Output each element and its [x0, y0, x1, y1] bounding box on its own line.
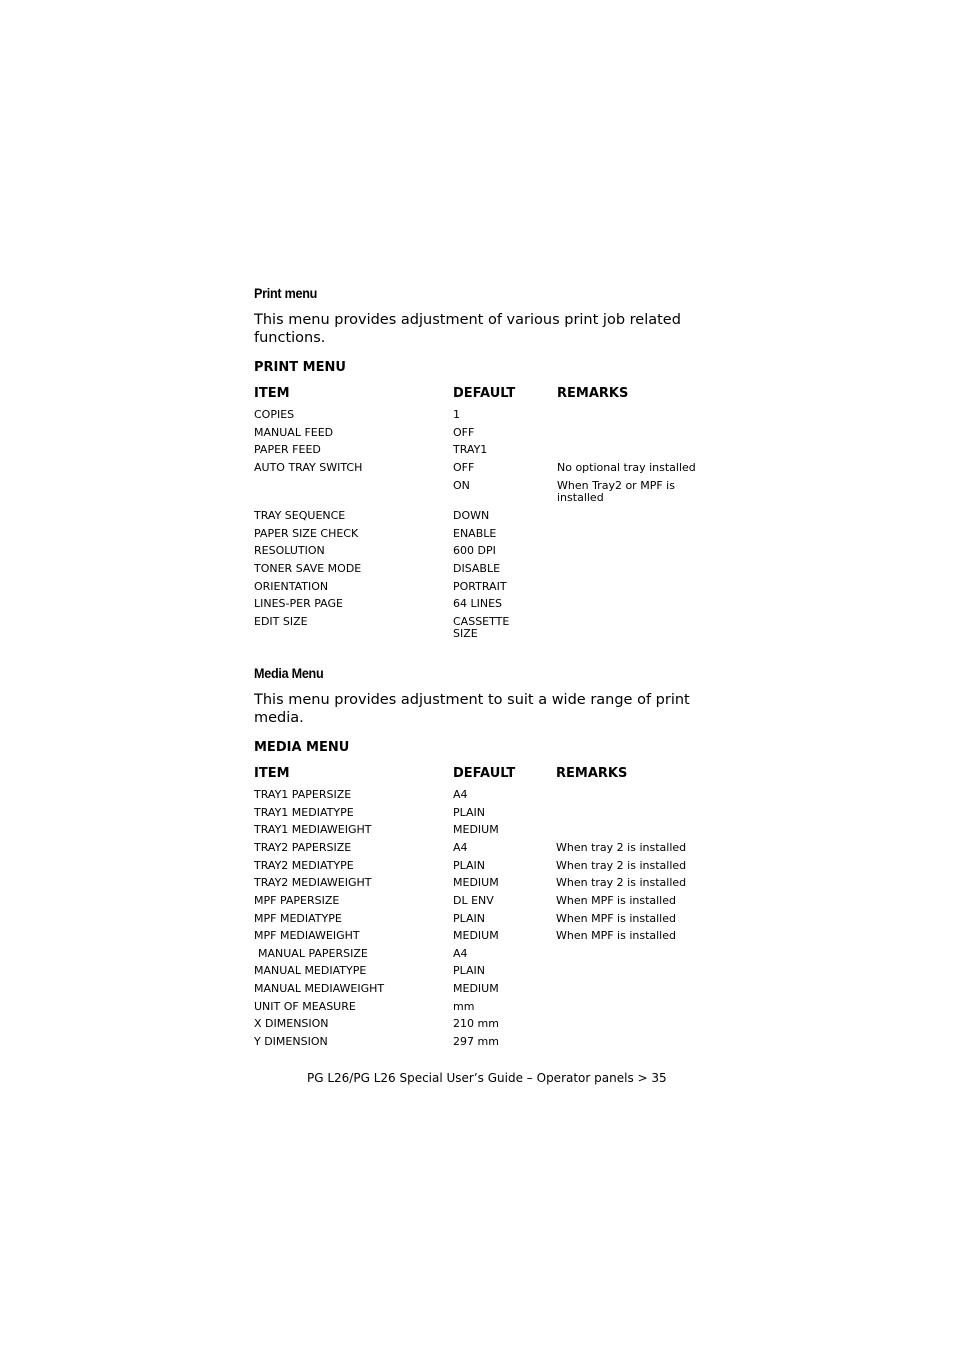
print-menu-heading: Print menu: [254, 285, 318, 301]
print-row-default: OFF: [453, 461, 475, 474]
media-row-item: MPF MEDIATYPE: [254, 912, 342, 925]
print-col-item-header: ITEM: [254, 386, 290, 401]
media-row-item: TRAY1 MEDIAWEIGHT: [254, 823, 372, 836]
print-row-item: TONER SAVE MODE: [254, 562, 362, 575]
print-row-item: RESOLUTION: [254, 544, 325, 557]
print-row-default: DISABLE: [453, 562, 501, 575]
media-row-item: MANUAL MEDIAWEIGHT: [254, 982, 385, 995]
media-row-default: 210 mm: [453, 1017, 499, 1030]
media-col-item-header: ITEM: [254, 766, 290, 781]
media-row-remarks: When tray 2 is installed: [556, 841, 687, 854]
print-row-default: 1: [453, 408, 460, 421]
print-menu-table-title: PRINT MENU: [254, 360, 346, 375]
media-row-item: TRAY2 MEDIATYPE: [254, 859, 354, 872]
media-row-default: PLAIN: [453, 964, 486, 977]
print-row-default: PORTRAIT: [453, 580, 507, 593]
print-row-default: TRAY1: [453, 443, 488, 456]
media-col-remarks-header: REMARKS: [556, 766, 628, 781]
print-row-default: 64 LINES: [453, 597, 503, 610]
media-row-default: PLAIN: [453, 912, 486, 925]
media-row-item: Y DIMENSION: [254, 1035, 328, 1048]
media-row-item: MANUAL PAPERSIZE: [258, 947, 368, 960]
print-row-default: CASSETTE SIZE: [453, 615, 510, 640]
media-menu-table-title: MEDIA MENU: [254, 740, 350, 755]
media-row-item: X DIMENSION: [254, 1017, 329, 1030]
media-row-remarks: When MPF is installed: [556, 929, 676, 942]
media-row-item: TRAY1 MEDIATYPE: [254, 806, 354, 819]
print-row-item: TRAY SEQUENCE: [254, 509, 346, 522]
media-row-default: MEDIUM: [453, 929, 499, 942]
print-row-default: DOWN: [453, 509, 490, 522]
media-row-default: PLAIN: [453, 859, 486, 872]
print-row-default: ON: [453, 479, 470, 492]
print-row-item: EDIT SIZE: [254, 615, 308, 628]
media-row-item: MPF PAPERSIZE: [254, 894, 340, 907]
print-row-default: OFF: [453, 426, 475, 439]
print-row-item: AUTO TRAY SWITCH: [254, 461, 363, 474]
media-row-default: A4: [453, 947, 468, 960]
media-row-remarks: When tray 2 is installed: [556, 876, 687, 889]
media-row-default: A4: [453, 841, 468, 854]
media-row-item: TRAY2 MEDIAWEIGHT: [254, 876, 372, 889]
media-row-default: PLAIN: [453, 806, 486, 819]
print-row-item: MANUAL FEED: [254, 426, 334, 439]
media-row-default: MEDIUM: [453, 982, 499, 995]
media-row-item: TRAY2 PAPERSIZE: [254, 841, 352, 854]
media-row-item: TRAY1 PAPERSIZE: [254, 788, 352, 801]
print-row-item: ORIENTATION: [254, 580, 329, 593]
media-row-default: DL ENV: [453, 894, 494, 907]
media-row-item: UNIT OF MEASURE: [254, 1000, 356, 1013]
media-col-default-header: DEFAULT: [453, 766, 516, 781]
media-row-remarks: When MPF is installed: [556, 894, 676, 907]
media-row-default: A4: [453, 788, 468, 801]
print-row-default: ENABLE: [453, 527, 497, 540]
media-menu-heading: Media Menu: [254, 665, 324, 681]
media-row-default: mm: [453, 1000, 475, 1013]
print-col-remarks-header: REMARKS: [557, 386, 629, 401]
print-row-item: PAPER SIZE CHECK: [254, 527, 359, 540]
print-menu-intro: This menu provides adjustment of various print job related functions.: [254, 312, 681, 346]
page-footer: PG L26/PG L26 Special User’s Guide – Operator panels > 35: [307, 1071, 667, 1085]
print-row-remarks: When Tray2 or MPF is installed: [557, 479, 675, 504]
media-row-item: MANUAL MEDIATYPE: [254, 964, 367, 977]
print-row-item: PAPER FEED: [254, 443, 321, 456]
media-row-remarks: When tray 2 is installed: [556, 859, 687, 872]
media-row-remarks: When MPF is installed: [556, 912, 676, 925]
media-row-default: MEDIUM: [453, 823, 499, 836]
media-menu-intro: This menu provides adjustment to suit a wide range of print media.: [254, 692, 690, 726]
print-row-item: LINES-PER PAGE: [254, 597, 343, 610]
media-row-item: MPF MEDIAWEIGHT: [254, 929, 360, 942]
media-row-default: 297 mm: [453, 1035, 499, 1048]
print-row-item: COPIES: [254, 408, 295, 421]
media-row-default: MEDIUM: [453, 876, 499, 889]
print-row-default: 600 DPI: [453, 544, 496, 557]
print-row-remarks: No optional tray installed: [557, 461, 696, 474]
print-col-default-header: DEFAULT: [453, 386, 516, 401]
